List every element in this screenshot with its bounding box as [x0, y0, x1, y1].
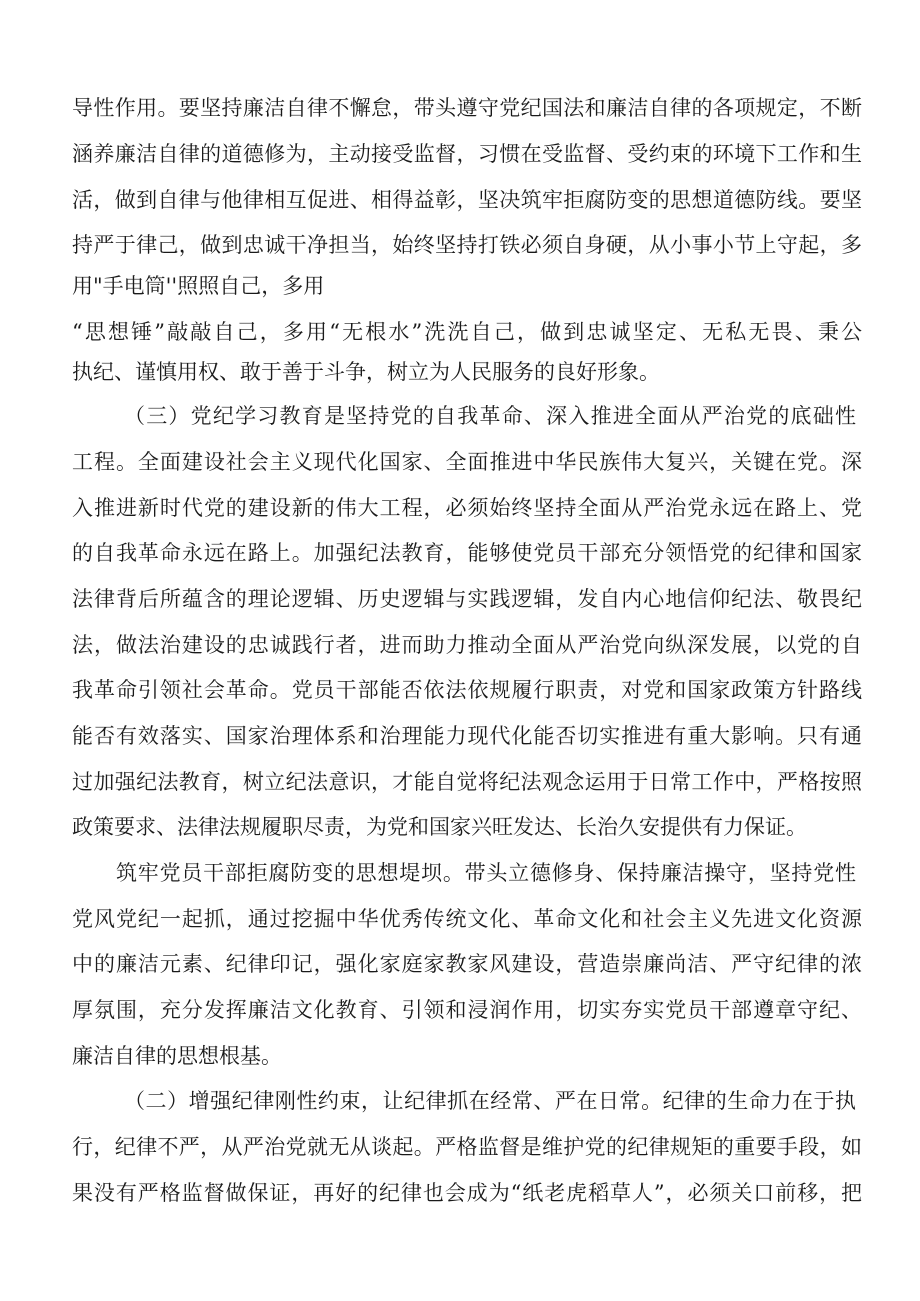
paragraph-line: 果没有严格监督做保证，再好的纪律也会成为“纸老虎稻草人”，必须关口前移，把: [72, 1181, 862, 1205]
paragraph-line: 中的廉洁元素、纪律印记，强化家庭家教家风建设，营造崇廉尚洁、严守纪律的浓: [72, 952, 862, 976]
paragraph-line: 法律背后所蕴含的理论逻辑、历史逻辑与实践逻辑，发自内心地信仰纪法、敬畏纪: [72, 587, 862, 611]
paragraph-line: 活，做到自律与他律相互促进、相得益彰，坚决筑牢拒腐防变的思想道德防线。要坚: [72, 188, 862, 212]
paragraph-line: 涵养廉洁自律的道德修为，主动接受监督，习惯在受监督、受约束的环境下工作和生: [72, 142, 862, 166]
paragraph-line: 厚氛围，充分发挥廉洁文化教育、引领和浸润作用，切实夯实党员干部遵章守纪、: [72, 998, 862, 1022]
paragraph-line: 持严于律己，做到忠诚干净担当，始终坚持打铁必须自身硬，从小事小节上守起，多: [72, 233, 862, 257]
paragraph-line: 过加强纪法教育，树立纪法意识，才能自觉将纪法观念运用于日常工作中，严格按照: [72, 770, 862, 794]
section-heading-line: （三）党纪学习教育是坚持党的自我革命、深入推进全面从严治党的底础性: [124, 404, 856, 428]
paragraph-line: 执纪、谨慎用权、敢于善于斗争，树立为人民服务的良好形象。: [72, 360, 660, 384]
paragraph-line: 廉洁自律的思想根基。: [72, 1044, 282, 1068]
paragraph-line: 行，纪律不严，从严治党就无从谈起。严格监督是维护党的纪律规矩的重要手段，如: [72, 1135, 862, 1159]
paragraph-line: 的自我革命永远在路上。加强纪法教育，能够使党员干部充分领悟党的纪律和国家: [72, 541, 862, 565]
paragraph-line: 工程。全面建设社会主义现代化国家、全面推进中华民族伟大复兴，关键在党。深: [72, 450, 862, 474]
paragraph-line: “思想锤”敲敲自己，多用“无根水”洗洗自己，做到忠诚坚定、无私无畏、秉公: [72, 320, 862, 344]
paragraph-line: 我革命引领社会革命。党员干部能否依法依规履行职责，对党和国家政策方针路线: [72, 678, 862, 702]
paragraph-line: 党风党纪一起抓，通过挖掘中华优秀传统文化、革命文化和社会主义先进文化资源: [72, 907, 862, 931]
paragraph-line: 导性作用。要坚持廉洁自律不懈怠，带头遵守党纪国法和廉洁自律的各项规定，不断: [72, 96, 862, 120]
paragraph-first-line: 筑牢党员干部拒腐防变的思想堤坝。带头立德修身、保持廉洁操守，坚持党性: [116, 861, 856, 885]
paragraph-line: 用"手电筒''照照自己，多用: [72, 274, 325, 298]
paragraph-line: 法，做法治建设的忠诚践行者，进而助力推动全面从严治党向纵深发展，以党的自: [72, 633, 862, 657]
paragraph-line: 入推进新时代党的建设新的伟大工程，必须始终坚持全面从严治党永远在路上、党: [72, 496, 862, 520]
paragraph-line: 能否有效落实、国家治理体系和治理能力现代化能否切实推进有重大影响。只有通: [72, 724, 862, 748]
section-heading-line: （二）增强纪律刚性约束，让纪律抓在经常、严在日常。纪律的生命力在于执: [124, 1089, 856, 1113]
paragraph-line: 政策要求、法律法规履职尽责，为党和国家兴旺发达、长治久安提供有力保证。: [72, 815, 807, 839]
